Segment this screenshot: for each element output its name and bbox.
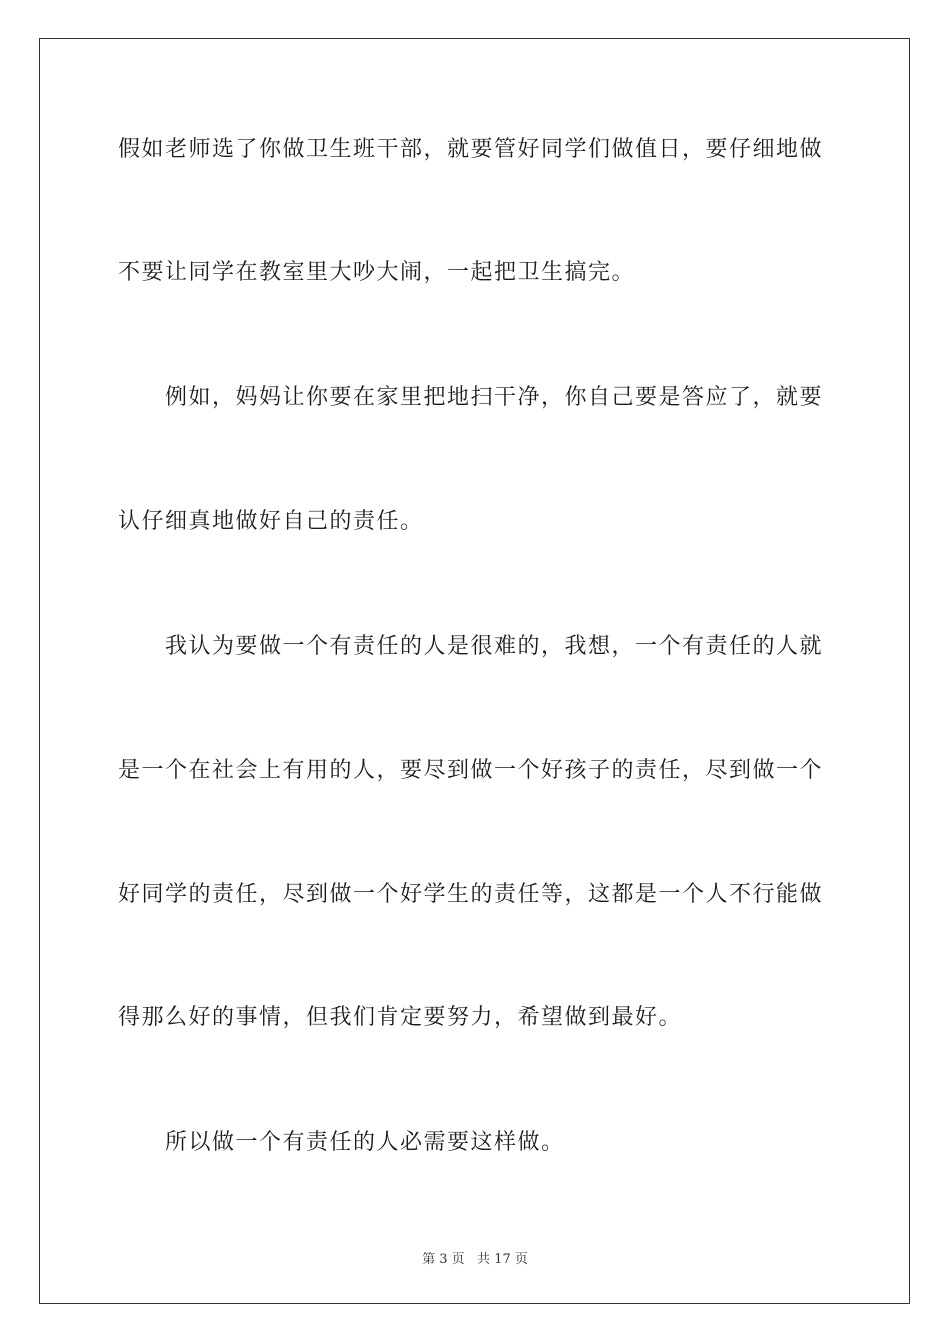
paragraph-line: 我认为要做一个有责任的人是很难的，我想，一个有责任的人就 xyxy=(165,634,824,659)
paragraph-line: 认仔细真地做好自己的责任。 xyxy=(118,509,424,534)
paragraph-line: 得那么好的事情，但我们肯定要努力，希望做到最好。 xyxy=(118,1005,683,1030)
paragraph-line: 好同学的责任，尽到做一个好学生的责任等，这都是一个人不行能做 xyxy=(118,882,824,907)
paragraph-line: 不要让同学在教室里大吵大闹，一起把卫生搞完。 xyxy=(118,260,636,285)
page-border xyxy=(39,38,910,1304)
paragraph-line: 例如，妈妈让你要在家里把地扫干净，你自己要是答应了，就要 xyxy=(165,385,824,410)
paragraph-line: 假如老师选了你做卫生班干部，就要管好同学们做值日，要仔细地做 xyxy=(118,137,824,162)
paragraph-line: 是一个在社会上有用的人，要尽到做一个好孩子的责任，尽到做一个 xyxy=(118,758,824,783)
page-number-footer: 第 3 页 共 17 页 xyxy=(422,1252,528,1267)
paragraph-line: 所以做一个有责任的人必需要这样做。 xyxy=(165,1130,565,1155)
